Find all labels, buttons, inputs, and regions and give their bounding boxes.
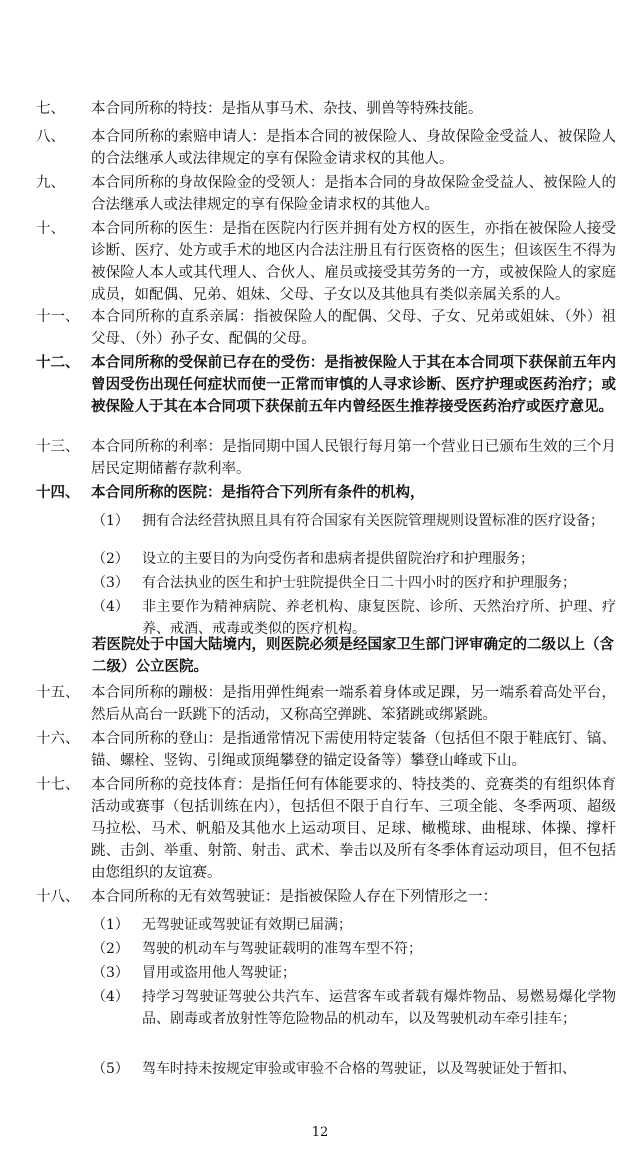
clause-text: 本合同所称的登山：是指通常情况下需使用特定装备（包括但不限于鞋底钉、镐、锚、螺栓、竖钩、引绳或顶绳攀登的锚定设备等）攀登山峰或下山。	[91, 731, 616, 769]
condition-number: （5）	[92, 1061, 129, 1077]
clause-number: 十六、	[36, 731, 80, 747]
condition-text: 持学习驾驶证驾驶公共汽车、运营客车或者载有爆炸物品、易燃易爆化学物品、剧毒或者放射性等危险物品的机动车，以及驾驶机动车牵引挂车；	[142, 989, 616, 1027]
condition-number: （1）	[92, 917, 129, 933]
clause-number: 十一、	[36, 309, 80, 325]
clause-16	[36, 728, 616, 772]
clause-text: 本合同所称的竞技体育：是指任何有体能要求的、特技类的、竞赛类的有组织体育活动或赛事（包括训练在内），包括但不限于自行车、三项全能、冬季两项、超级马拉松、马术、帆船及其他水上运动项目、足球、橄榄球、曲棍球、体操、撑杆跳、击剑、举重、射箭、射击、武术、拳击以及所有冬季体育运动项目，但不包括由您组织的友谊赛。	[91, 777, 616, 881]
condition-text: 有合法执业的医生和护士驻院提供全日二十四小时的医疗和护理服务；	[142, 575, 576, 591]
clause-11	[36, 306, 616, 350]
license-condition-2	[92, 938, 616, 960]
condition-text: 无驾驶证或驾驶证有效期已届满；	[142, 917, 352, 933]
condition-text: 冒用或盗用他人驾驶证；	[142, 965, 296, 981]
clause-text: 本合同所称的直系亲属：指被保险人的配偶、父母、子女、兄弟或姐妹、（外）祖父母、（外）孙子女、配偶的父母。	[91, 309, 616, 347]
condition-number: （2）	[92, 551, 129, 567]
clause-12	[36, 352, 616, 418]
condition-number: （3）	[92, 965, 129, 981]
clause-number: 八、	[36, 129, 65, 145]
clause-number: 七、	[36, 101, 65, 117]
hospital-condition-1	[92, 510, 616, 532]
condition-text: 驾驶的机动车与驾驶证载明的准驾车型不符；	[142, 941, 422, 957]
hospital-condition-3	[92, 572, 616, 594]
clause-number: 十二、	[36, 354, 80, 371]
clause-18	[36, 886, 616, 908]
condition-text: 驾车时持未按规定审验或审验不合格的驾驶证，以及驾驶证处于暂扣、	[142, 1061, 576, 1077]
clause-number: 十八、	[36, 889, 80, 905]
clause-text: 本合同所称的利率：是指同期中国人民银行每月第一个营业日已颁布生效的三个月居民定期储蓄存款利率。	[91, 439, 616, 477]
clause-8	[36, 126, 616, 170]
clause-number: 十四、	[36, 484, 80, 501]
clause-number: 十三、	[36, 439, 80, 455]
condition-number: （3）	[92, 575, 129, 591]
clause-15	[36, 682, 616, 726]
clause-number: 十七、	[36, 777, 80, 793]
clause-number: 十五、	[36, 685, 80, 701]
page-number: 12	[311, 1125, 329, 1140]
clause-text: 本合同所称的索赔申请人：是指本合同的被保险人、身故保险金受益人、被保险人的合法继承人或法律规定的享有保险金请求权的其他人。	[91, 129, 616, 167]
hospital-condition-2	[92, 548, 616, 570]
condition-number: （2）	[92, 941, 129, 957]
clause-text: 本合同所称的无有效驾驶证：是指被保险人存在下列情形之一：	[91, 889, 497, 905]
clause-text: 本合同所称的蹦极：是指用弹性绳索一端系着身体或足踝，另一端系着高处平台，然后从高台一跃跳下的活动，又称高空弹跳、笨猪跳或绑紧跳。	[91, 685, 616, 723]
condition-text: 拥有合法经营执照且具有符合国家有关医院管理规则设置标准的医疗设备；	[142, 513, 604, 529]
clause-9	[36, 172, 616, 216]
condition-number: （4）	[92, 989, 129, 1005]
license-condition-3	[92, 962, 616, 984]
clause-7	[36, 98, 616, 120]
condition-number: （4）	[92, 599, 129, 615]
hospital-note: 若医院处于中国大陆境内，则医院必须是经国家卫生部门评审确定的二级以上（含二级）公立医院。	[92, 636, 614, 675]
license-condition-4	[92, 986, 616, 1030]
clause-number: 十、	[36, 221, 65, 237]
clause-10	[36, 218, 616, 306]
clause-text: 本合同所称的特技：是指从事马术、杂技、驯兽等特殊技能。	[91, 101, 483, 117]
clause-text: 本合同所称的医院：是指符合下列所有条件的机构，	[91, 484, 425, 501]
clause-14	[36, 482, 616, 504]
condition-number: （1）	[92, 513, 129, 529]
condition-text: 设立的主要目的为向受伤者和患病者提供留院治疗和护理服务；	[142, 551, 534, 567]
clause-text: 本合同所称的受保前已存在的受伤：是指被保险人于其在本合同项下获保前五年内曾因受伤出现任何症状而使一正常而审慎的人寻求诊断、医疗护理或医药治疗；或被保险人于其在本合同项下获保前五年内曾经医生推荐接受医药治疗或医疗意见。	[91, 354, 616, 415]
license-condition-1	[92, 914, 616, 936]
clause-text: 本合同所称的身故保险金的受领人：是指本合同的身故保险金受益人、被保险人的合法继承人或法律规定的享有保险金请求权的其他人。	[91, 175, 616, 213]
clause-13	[36, 436, 616, 480]
license-condition-5	[92, 1058, 616, 1080]
clause-17	[36, 774, 616, 884]
condition-text: 非主要作为精神病院、养老机构、康复医院、诊所、天然治疗所、护理、疗养、戒酒、戒毒或类似的医疗机构。	[142, 599, 616, 637]
clause-text: 本合同所称的医生：是指在医院内行医并拥有处方权的医生，亦指在被保险人接受诊断、医疗、处方或手术的地区内合法注册且有行医资格的医生；但该医生不得为被保险人本人或其代理人、合伙人、雇员或接受其劳务的一方，或被保险人的家庭成员，如配偶、兄弟、姐妹、父母、子女以及其他具有类似亲属关系的人。	[91, 221, 616, 303]
clause-number: 九、	[36, 175, 65, 191]
